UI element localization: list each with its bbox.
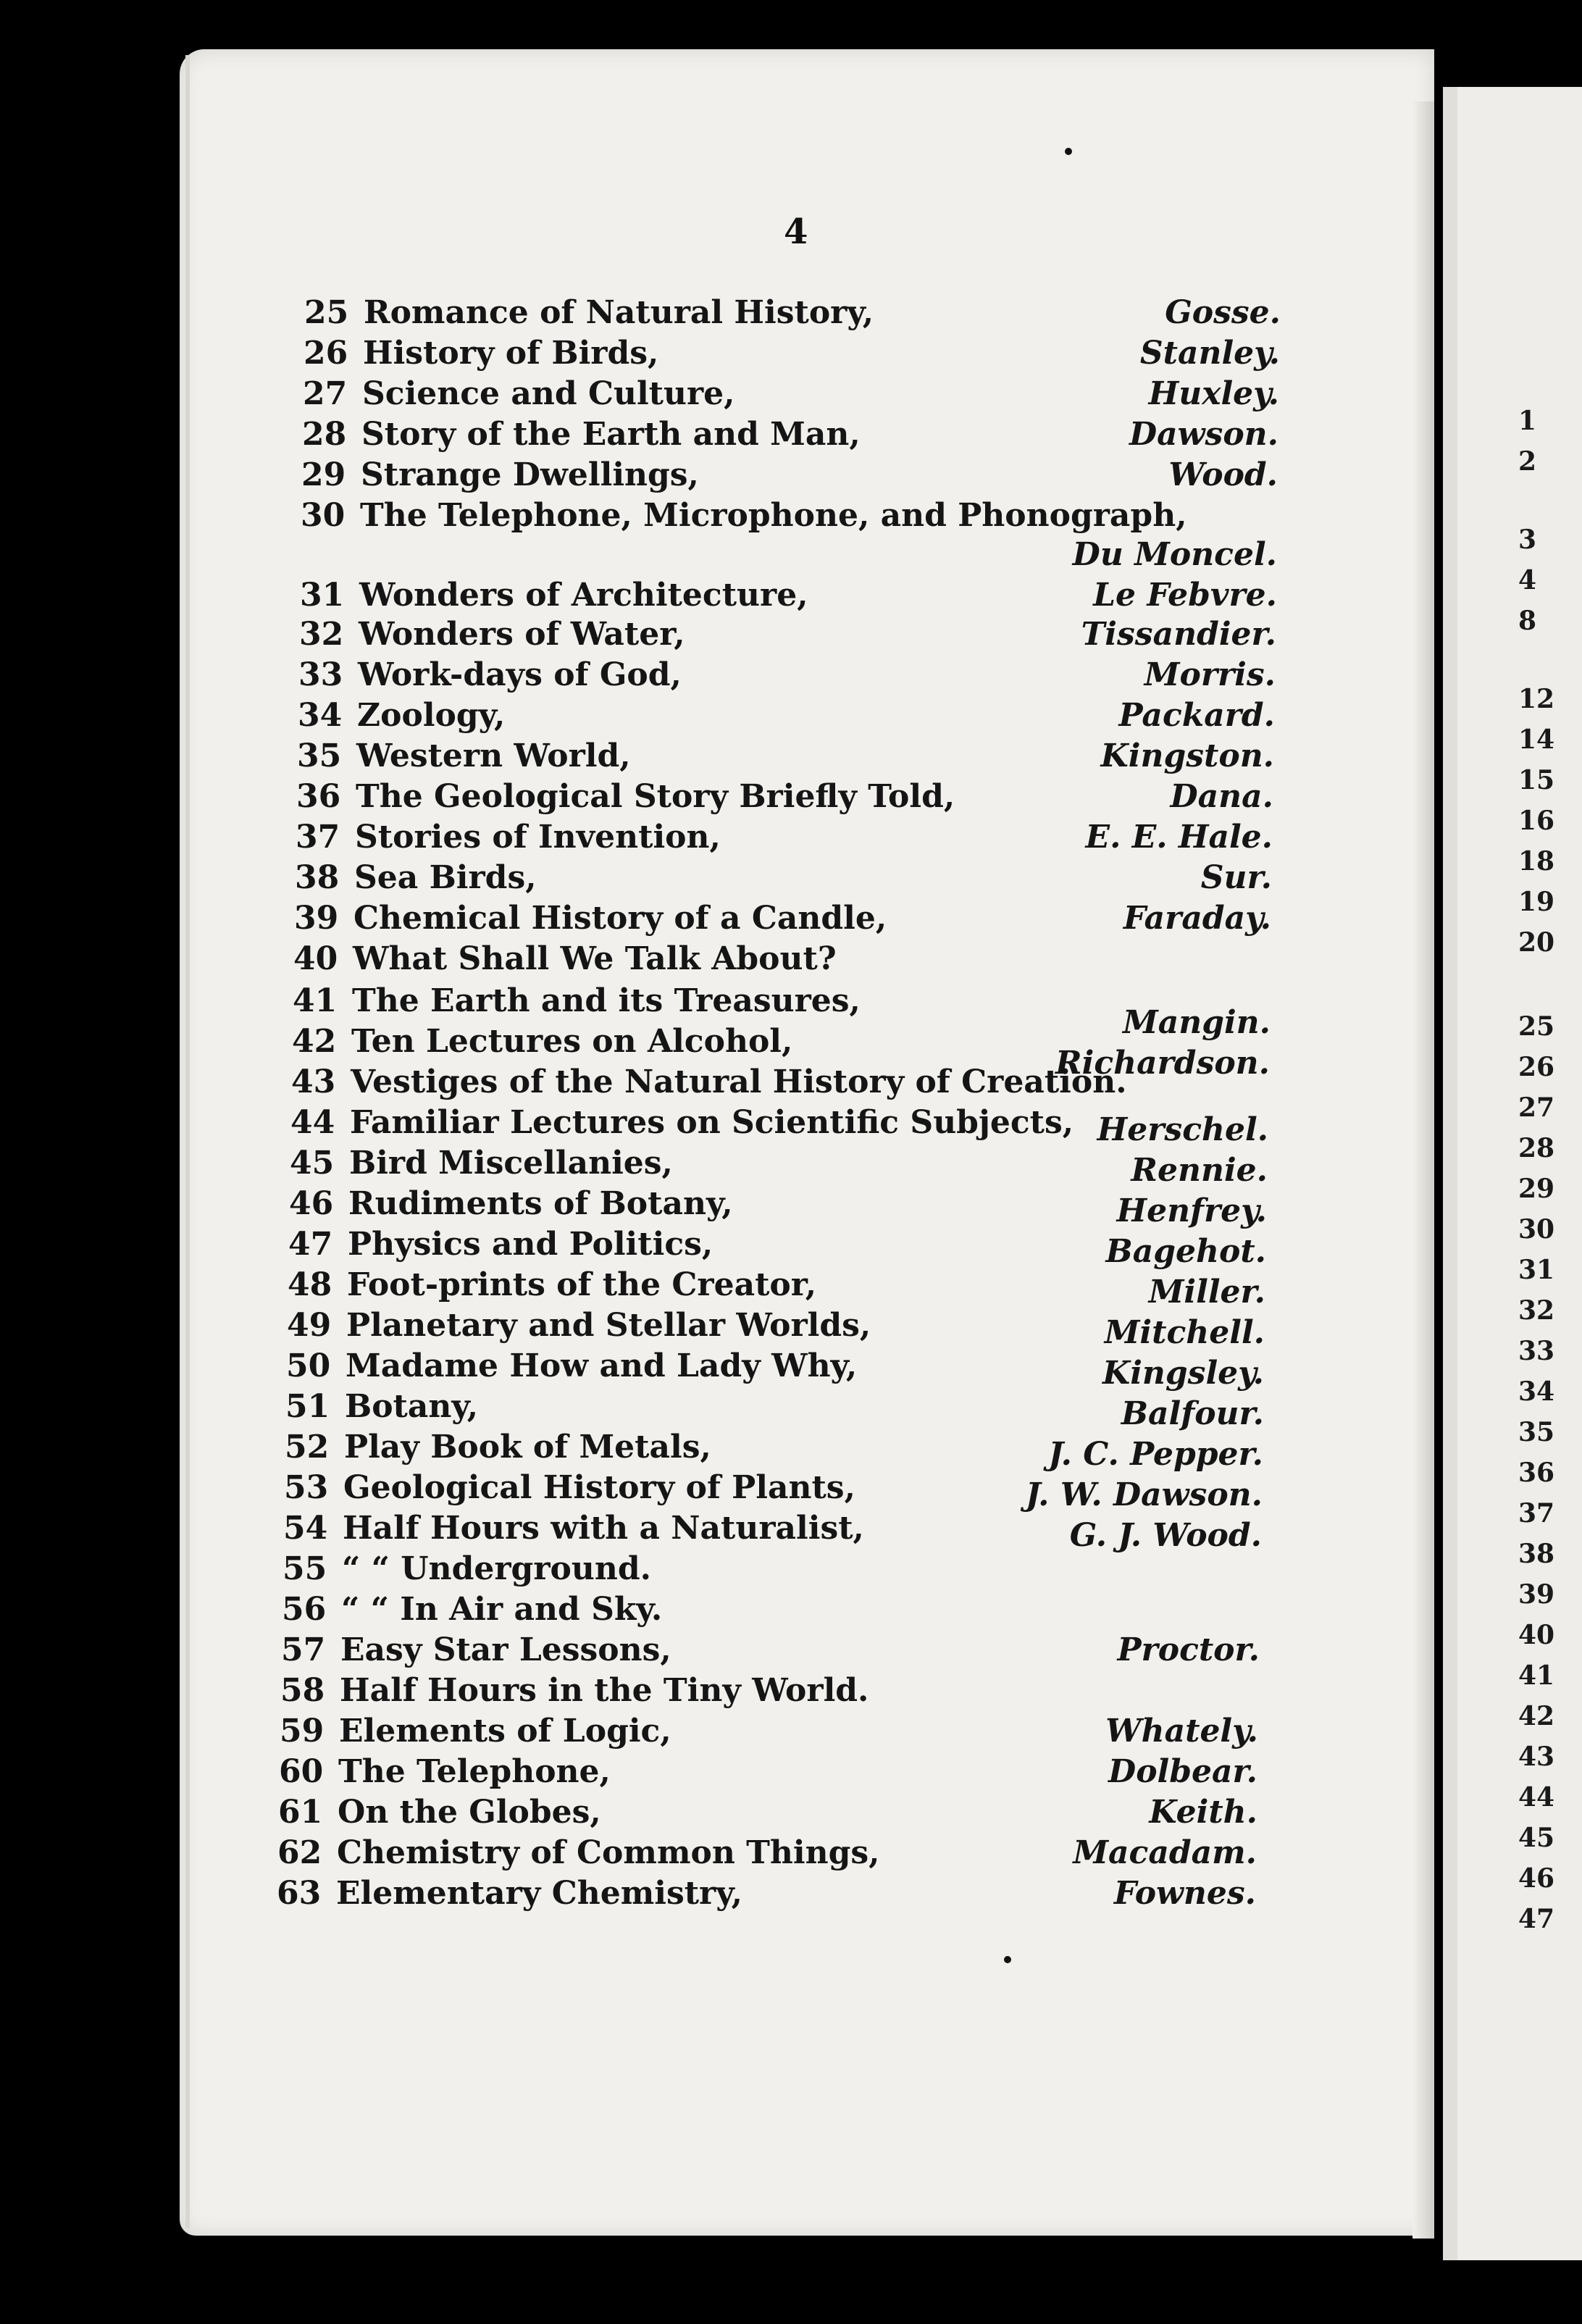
adjacent-page-number: 18 [1518, 846, 1555, 877]
entry-number: 59 [280, 1713, 325, 1750]
entry-author: Henfrey. [1116, 1192, 1267, 1229]
adjacent-page-number: 38 [1518, 1539, 1555, 1569]
entry-title: Elements of Logic, [339, 1713, 671, 1750]
entry-author: Packard. [1118, 697, 1275, 734]
list-item [0, 898, 1582, 939]
entry-number: 50 [286, 1347, 331, 1384]
entry-author: Du Moncel. [1072, 536, 1277, 573]
adjacent-page-number: 43 [1518, 1742, 1555, 1772]
entry-number: 61 [278, 1794, 323, 1831]
entry-author: G. J. Wood. [1069, 1517, 1262, 1554]
adjacent-page-number: 28 [1518, 1133, 1555, 1163]
adjacent-page-number: 32 [1518, 1295, 1555, 1326]
entry-title: The Earth and its Treasures, [352, 982, 861, 1019]
entry-title: Foot-prints of the Creator, [347, 1266, 817, 1303]
entry-title: Stories of Invention, [355, 819, 721, 856]
entry-number: 35 [297, 737, 342, 774]
entry-number: 60 [279, 1753, 324, 1790]
list-item [0, 293, 1582, 333]
entry-number: 28 [302, 416, 347, 453]
entry-number: 37 [296, 819, 340, 856]
entry-author: Faraday. [1123, 900, 1271, 937]
entry-author: Balfour. [1121, 1395, 1264, 1432]
list-item [0, 1671, 1582, 1711]
entry-author: Macadam. [1073, 1834, 1257, 1871]
entry-title: Easy Star Lessons, [340, 1631, 671, 1668]
entry-number: 29 [301, 456, 346, 493]
list-item [0, 414, 1582, 455]
list-item [0, 1833, 1582, 1873]
entry-author: Dolbear. [1108, 1753, 1257, 1790]
entry-number: 54 [283, 1510, 328, 1547]
entry-title: “ “ In Air and Sky. [341, 1591, 663, 1628]
adjacent-page-number: 39 [1518, 1579, 1555, 1610]
adjacent-page-number: 40 [1518, 1620, 1555, 1650]
list-item [0, 1062, 1582, 1103]
entry-number: 26 [304, 335, 348, 372]
list-item [0, 1711, 1582, 1752]
adjacent-page-number: 12 [1518, 684, 1555, 714]
adjacent-page-number: 45 [1518, 1823, 1555, 1853]
entry-title: “ “ Underground. [342, 1550, 651, 1587]
list-item [0, 695, 1582, 736]
entry-title: Rudiments of Botany, [348, 1185, 733, 1222]
list-item [0, 1589, 1582, 1630]
entry-author: Morris. [1144, 656, 1276, 693]
adjacent-page-number: 19 [1518, 887, 1555, 917]
entry-author: Proctor. [1117, 1631, 1260, 1668]
entry-number: 48 [288, 1266, 332, 1303]
list-item [0, 575, 1582, 616]
entry-title: Strange Dwellings, [361, 456, 699, 493]
adjacent-page-number: 20 [1518, 927, 1555, 958]
entry-title: Planetary and Stellar Worlds, [346, 1307, 871, 1344]
entry-author: Fownes. [1113, 1875, 1256, 1912]
entry-author: Sur. [1200, 859, 1272, 896]
entry-title: Story of the Earth and Man, [361, 416, 861, 453]
entry-number: 30 [301, 497, 346, 534]
adjacent-page-number: 36 [1518, 1458, 1555, 1488]
adjacent-page-number: 27 [1518, 1092, 1555, 1123]
entry-number: 46 [289, 1185, 334, 1222]
entry-title: Play Book of Metals, [344, 1429, 711, 1466]
adjacent-page-number: 41 [1518, 1660, 1555, 1691]
entry-author: Le Febvre. [1093, 577, 1277, 614]
entry-author: Miller. [1148, 1274, 1265, 1311]
entry-number: 42 [292, 1023, 337, 1060]
adjacent-page-number: 37 [1518, 1498, 1555, 1529]
entry-title: The Telephone, Microphone, and Phonograph, [360, 497, 1187, 534]
entry-number: 38 [295, 859, 340, 896]
entry-title: On the Globes, [338, 1794, 601, 1831]
entry-author: Wood. [1168, 456, 1278, 493]
ink-speck [1065, 148, 1072, 155]
entry-number: 57 [281, 1631, 326, 1668]
entry-number: 55 [282, 1550, 327, 1587]
adjacent-page-number: 1 [1518, 406, 1537, 436]
entry-number: 25 [304, 294, 349, 331]
list-item [0, 1873, 1582, 1914]
list-item [0, 939, 1582, 979]
entry-title: Vestiges of the Natural History of Creation. [351, 1063, 1127, 1100]
adjacent-page-number: 33 [1518, 1336, 1555, 1366]
adjacent-page-number: 2 [1518, 446, 1537, 477]
adjacent-page-number: 29 [1518, 1174, 1555, 1204]
entry-number: 51 [285, 1388, 330, 1425]
adjacent-page-number: 35 [1518, 1417, 1555, 1447]
adjacent-page-number: 46 [1518, 1863, 1555, 1894]
entry-number: 40 [293, 940, 338, 977]
list-item [0, 496, 1582, 573]
entry-author: Rennie. [1131, 1152, 1268, 1189]
adjacent-page-number: 42 [1518, 1701, 1555, 1731]
entry-author: Keith. [1149, 1794, 1257, 1831]
entry-title: Physics and Politics, [348, 1226, 713, 1263]
entry-title: Zoology, [357, 697, 506, 734]
entry-number: 52 [285, 1429, 330, 1466]
entry-number: 44 [290, 1104, 335, 1141]
entry-author: Tissandier. [1081, 616, 1276, 653]
entry-number: 56 [282, 1591, 327, 1628]
entry-author: Dawson. [1129, 416, 1278, 453]
list-item [0, 817, 1582, 858]
entry-author: Kingsley. [1102, 1355, 1264, 1392]
adjacent-page-number: 3 [1518, 524, 1537, 555]
entry-number: 41 [293, 982, 338, 1019]
entry-number: 47 [288, 1226, 333, 1263]
list-item [0, 1549, 1582, 1589]
adjacent-page-number: 16 [1518, 806, 1555, 836]
entry-title: Madame How and Lady Why, [346, 1347, 858, 1384]
entry-number: 27 [303, 375, 348, 412]
adjacent-page-number: 44 [1518, 1782, 1555, 1813]
entry-title: Chemical History of a Candle, [353, 900, 887, 937]
entry-author: J. W. Dawson. [1025, 1476, 1263, 1513]
entry-title: The Geological Story Briefly Told, [356, 778, 955, 815]
entry-title: Romance of Natural History, [364, 294, 874, 331]
entry-author: Richardson. [1055, 1045, 1270, 1082]
entry-number: 58 [280, 1672, 325, 1709]
list-item [0, 1630, 1582, 1671]
entry-author: E. E. Hale. [1085, 819, 1273, 856]
list-item [0, 1184, 1582, 1229]
entry-author: Dana. [1170, 778, 1273, 815]
entry-number: 32 [299, 616, 344, 653]
list-item [0, 858, 1582, 898]
entry-author: Mitchell. [1104, 1314, 1265, 1351]
entry-author: Herschel. [1097, 1111, 1268, 1148]
entry-number: 39 [294, 900, 339, 937]
list-item [0, 333, 1582, 374]
entry-number: 34 [298, 697, 343, 734]
entry-number: 49 [287, 1307, 332, 1344]
list-item [0, 1792, 1582, 1833]
adjacent-page-number: 15 [1518, 765, 1555, 795]
entry-title: Sea Birds, [354, 859, 537, 896]
entry-number: 45 [290, 1145, 335, 1182]
entry-title: Familiar Lectures on Scientific Subjects, [350, 1104, 1074, 1141]
list-item [0, 777, 1582, 817]
list-item [0, 455, 1582, 496]
entry-title: Ten Lectures on Alcohol, [351, 1023, 793, 1060]
entry-number: 31 [300, 577, 345, 614]
adjacent-page-number: 4 [1518, 565, 1537, 595]
entry-number: 43 [291, 1063, 336, 1100]
entry-title: Wonders of Water, [359, 616, 685, 653]
entry-title: Work-days of God, [358, 656, 682, 693]
adjacent-page-number: 47 [1518, 1904, 1555, 1934]
entry-title: What Shall We Talk About? [353, 940, 837, 977]
adjacent-page-number: 30 [1518, 1214, 1555, 1245]
entry-title: Half Hours with a Naturalist, [343, 1510, 864, 1547]
entry-title: The Telephone, [338, 1753, 611, 1790]
entry-number: 36 [296, 778, 341, 815]
list-item [0, 655, 1582, 695]
list-item [0, 614, 1582, 655]
entry-title: Western World, [356, 737, 631, 774]
entry-title: Half Hours in the Tiny World. [340, 1672, 869, 1709]
entry-title: Botany, [345, 1388, 479, 1425]
entry-title: Geological History of Plants, [343, 1469, 855, 1506]
adjacent-page-number: 26 [1518, 1052, 1555, 1082]
list-item [0, 1468, 1582, 1513]
entry-author: Stanley. [1139, 335, 1280, 372]
entry-title: Chemistry of Common Things, [337, 1834, 880, 1871]
entry-author: Mangin. [1123, 1004, 1271, 1041]
adjacent-page-number: 34 [1518, 1376, 1555, 1407]
list-item [0, 1752, 1582, 1792]
adjacent-page-number: 8 [1518, 606, 1537, 636]
entry-author: J. C. Pepper. [1048, 1436, 1263, 1473]
entry-author: Bagehot. [1105, 1233, 1266, 1270]
entry-author: Whately. [1105, 1713, 1258, 1750]
entry-title: Wonders of Architecture, [359, 577, 808, 614]
entry-title: Science and Culture, [362, 375, 735, 412]
adjacent-page-number: 31 [1518, 1255, 1555, 1285]
page-number: 4 [784, 212, 808, 252]
entry-author: Kingston. [1100, 737, 1274, 774]
adjacent-page-number: 14 [1518, 724, 1555, 755]
entry-author: Gosse. [1165, 294, 1281, 331]
ink-speck [1004, 1956, 1011, 1963]
adjacent-page-number: 25 [1518, 1011, 1555, 1042]
entry-number: 63 [277, 1875, 322, 1912]
list-item [0, 374, 1582, 414]
entry-title: Elementary Chemistry, [336, 1875, 742, 1912]
list-item [0, 736, 1582, 777]
entry-number: 62 [277, 1834, 322, 1871]
entry-number: 53 [284, 1469, 329, 1506]
entry-author: Huxley. [1148, 375, 1279, 412]
entry-title: Bird Miscellanies, [349, 1145, 673, 1182]
entry-title: History of Birds, [363, 335, 659, 372]
entry-number: 33 [298, 656, 343, 693]
